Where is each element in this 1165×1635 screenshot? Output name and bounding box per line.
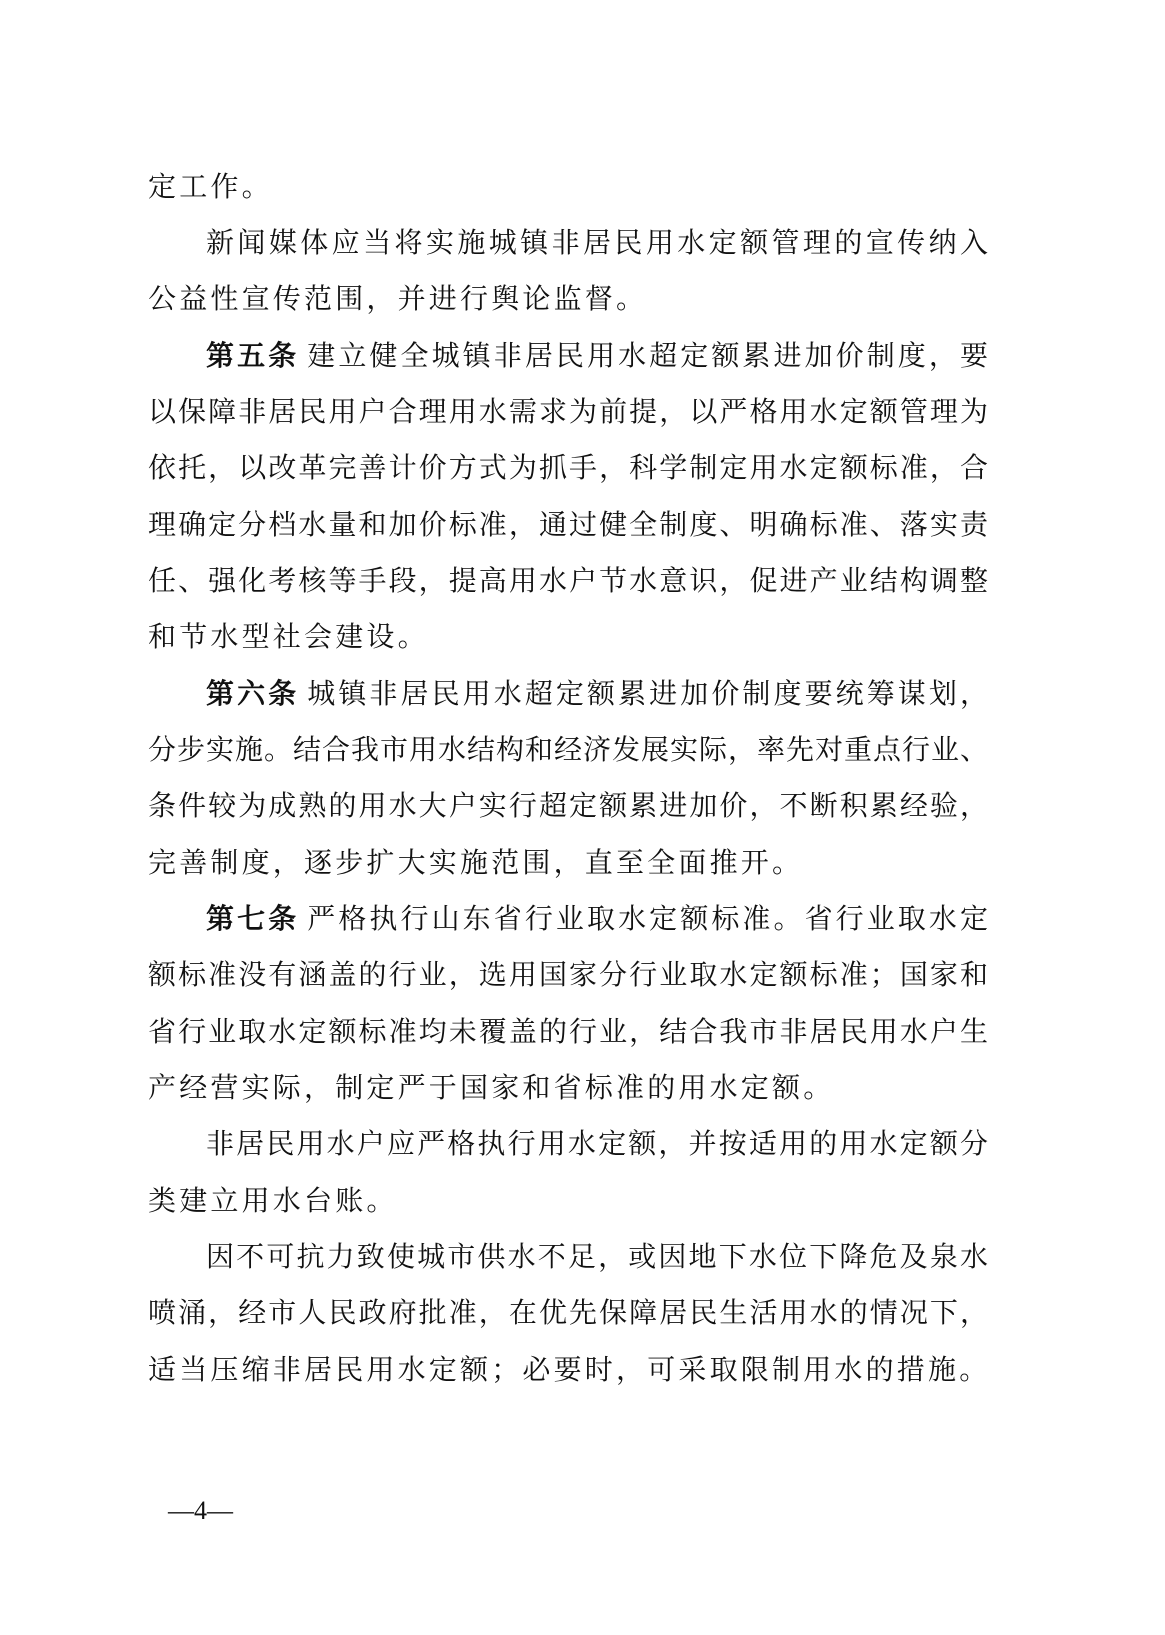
line-text: 任、强化考核等手段，提高用水户节水意识，促进产业结构调整: [148, 564, 988, 597]
paragraph-line: [148, 1353, 990, 1387]
line-text: 省行业取水定额标准均未覆盖的行业，结合我市非居民用水户生: [148, 1015, 988, 1048]
paragraph-line: [148, 451, 988, 485]
paragraph-line: [148, 1015, 988, 1049]
paragraph-line: [148, 1071, 834, 1105]
line-text: 额标准没有涵盖的行业，选用国家分行业取水定额标准；国家和: [148, 958, 988, 991]
line-text: 产经营实际，制定严于国家和省标准的用水定额。: [148, 1071, 835, 1104]
article-heading: 第五条: [206, 339, 300, 372]
line-text: 新闻媒体应当将实施城镇非居民用水定额管理的宣传纳入: [206, 226, 988, 259]
line-text: 类建立用水台账。: [148, 1184, 398, 1217]
paragraph-line: [148, 508, 988, 542]
line-text: 完善制度，逐步扩大实施范围，直至全面推开。: [148, 846, 804, 879]
article-heading: 第六条: [206, 677, 300, 710]
paragraph-line: [148, 620, 429, 654]
line-text: 公益性宣传范围，并进行舆论监督。: [148, 282, 648, 315]
paragraph-line: [148, 395, 988, 429]
page-number: —4—: [168, 1496, 233, 1525]
line-text: 喷涌，经市人民政府批准，在优先保障居民生活用水的情况下，: [148, 1296, 988, 1329]
line-text: 条件较为成熟的用水大户实行超定额累进加价，不断积累经验，: [148, 789, 988, 822]
paragraph-line: [148, 789, 988, 823]
paragraph-line: [148, 958, 988, 992]
paragraph-line: [206, 226, 988, 260]
article-paragraph-line: [206, 902, 988, 936]
paragraph-line: [148, 282, 647, 316]
line-text: 建立健全城镇非居民用水超定额累进加价制度，要: [307, 339, 988, 372]
line-text: 依托，以改革完善计价方式为抓手，科学制定用水定额标准，合: [148, 451, 988, 484]
line-text: 定工作。: [148, 170, 273, 203]
article-heading: 第七条: [206, 902, 300, 935]
line-text: 严格执行山东省行业取水定额标准。省行业取水定: [307, 902, 988, 935]
paragraph-line: [148, 733, 988, 767]
line-text: 和节水型社会建设。: [148, 620, 429, 653]
line-text: 非居民用水户应严格执行用水定额，并按适用的用水定额分: [206, 1127, 988, 1160]
line-text: 城镇非居民用水超定额累进加价制度要统筹谋划，: [307, 677, 988, 710]
line-text: 分步实施。结合我市用水结构和经济发展实际，率先对重点行业、: [148, 733, 988, 766]
paragraph-line: [206, 1240, 988, 1274]
paragraph-line: [148, 846, 803, 880]
paragraph-line: [148, 1296, 988, 1330]
paragraph-line: [148, 1184, 398, 1218]
article-paragraph-line: [206, 339, 988, 373]
line-text: 适当压缩非居民用水定额；必要时，可采取限制用水的措施。: [148, 1353, 991, 1386]
paragraph-line: [148, 170, 273, 204]
article-paragraph-line: [206, 677, 988, 711]
line-text: 理确定分档水量和加价标准，通过健全制度、明确标准、落实责: [148, 508, 988, 541]
line-text: 以保障非居民用户合理用水需求为前提，以严格用水定额管理为: [148, 395, 988, 428]
paragraph-line: [148, 564, 988, 598]
line-text: 因不可抗力致使城市供水不足，或因地下水位下降危及泉水: [206, 1240, 988, 1273]
paragraph-line: [206, 1127, 988, 1161]
